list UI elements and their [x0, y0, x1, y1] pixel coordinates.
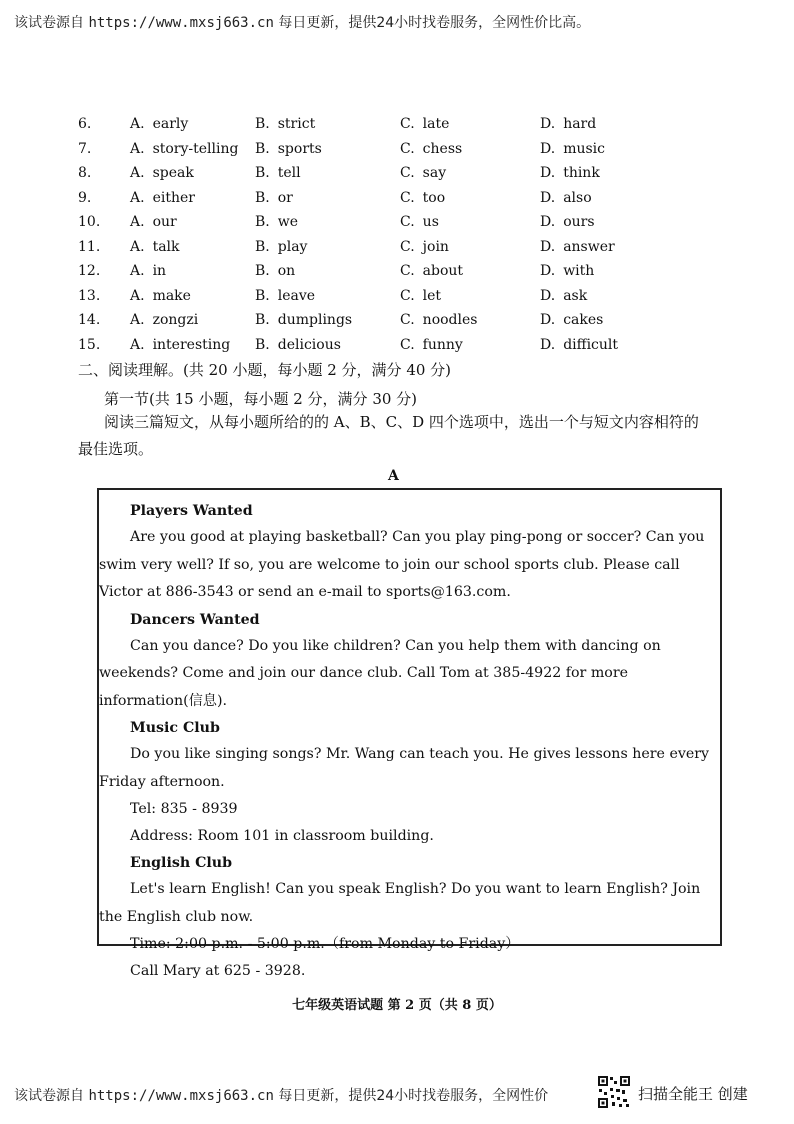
option-row	[78, 210, 718, 235]
header-suffix: 每日更新，提供24小时找卷服务，全网性价比高。	[273, 15, 591, 31]
players-text: Are you good at playing basketball? Can you play ping-pong or soccer? Can you swim very well? If so, you are welcome to join our school sports club. Please call Victor at 886-3543 or send an e-mail to sports@163.com.	[99, 529, 705, 600]
option-word: we	[277, 214, 299, 231]
option-word: let	[422, 287, 442, 304]
question-number: 6.	[78, 116, 92, 133]
option-b	[255, 337, 400, 353]
option-d	[540, 214, 660, 230]
option-letter: B.	[255, 336, 270, 353]
option-word: also	[563, 189, 592, 206]
option-word: our	[152, 214, 177, 231]
english-time: Time: 2:00 p.m. - 5:00 p.m.（from Monday to Friday）	[130, 936, 520, 952]
option-c	[400, 263, 540, 279]
option-letter: C.	[400, 189, 415, 206]
question-number: 12.	[78, 263, 101, 280]
option-word: ask	[563, 287, 588, 304]
option-word: say	[422, 165, 447, 182]
option-b	[255, 312, 400, 328]
option-a	[130, 141, 255, 157]
source-footer	[14, 1085, 548, 1105]
option-a	[130, 116, 255, 132]
option-word: answer	[563, 238, 615, 255]
question-number: 8.	[78, 165, 92, 182]
question-number: 13.	[78, 287, 101, 304]
source-header	[14, 12, 590, 32]
option-a	[130, 263, 255, 279]
question-number: 10.	[78, 214, 101, 231]
option-row	[78, 235, 718, 260]
option-letter: B.	[255, 238, 270, 255]
option-letter: D.	[540, 238, 556, 255]
option-a	[130, 214, 255, 230]
english-call: Call Mary at 625 - 3928.	[130, 963, 306, 979]
option-word: story-telling	[152, 140, 239, 157]
option-word: about	[422, 263, 464, 280]
footer-url[interactable]: https://www.mxsj663.cn	[88, 1088, 274, 1104]
option-word: zongzi	[152, 312, 199, 329]
option-word: either	[152, 189, 195, 206]
option-letter: B.	[255, 214, 270, 231]
option-c	[400, 239, 540, 255]
option-d	[540, 263, 660, 279]
section-title: 二、阅读理解。(共 20 小题，每小题 2 分，满分 40 分)	[78, 361, 452, 379]
page-number-footer: 七年级英语试题 第 2 页（共 8 页）	[292, 998, 502, 1013]
option-row	[78, 333, 718, 358]
section-subtitle: 第一节(共 15 小题，每小题 2 分，满分 30 分)	[104, 390, 418, 408]
option-word: early	[152, 116, 189, 133]
option-a	[130, 288, 255, 304]
question-number: 14.	[78, 312, 101, 329]
option-letter: B.	[255, 189, 270, 206]
option-letter: A.	[130, 116, 145, 133]
question-number: 11.	[78, 238, 101, 255]
option-letter: A.	[130, 336, 145, 353]
option-c	[400, 337, 540, 353]
option-word: too	[422, 189, 446, 206]
option-letter: D.	[540, 165, 556, 182]
option-b	[255, 214, 400, 230]
option-word: strict	[277, 116, 316, 133]
dancers-text: Can you dance? Do you like children? Can you help them with dancing on weekends? Come and join our dance club. Call Tom at 385-4922 for more information(信息).	[99, 637, 661, 709]
option-b	[255, 165, 400, 181]
option-word: on	[277, 263, 296, 280]
option-word: delicious	[277, 336, 341, 353]
option-letter: D.	[540, 263, 556, 280]
option-letter: B.	[255, 140, 270, 157]
option-row	[78, 112, 718, 137]
option-letter: D.	[540, 336, 556, 353]
option-word: chess	[422, 140, 463, 157]
option-row	[78, 259, 718, 284]
answer-options	[78, 112, 718, 357]
english-text: Let's learn English! Can you speak English? Do you want to learn English? Join the English club now.	[99, 881, 701, 925]
option-letter: B.	[255, 263, 270, 280]
option-word: music	[563, 140, 605, 157]
option-word: make	[152, 287, 191, 304]
question-number: 15.	[78, 336, 101, 353]
question-number: 9.	[78, 189, 92, 206]
option-row	[78, 186, 718, 211]
option-letter: C.	[400, 116, 415, 133]
option-word: in	[152, 263, 167, 280]
option-letter: A.	[130, 287, 145, 304]
option-d	[540, 288, 660, 304]
option-c	[400, 312, 540, 328]
scanner-label: 扫描全能王 创建	[638, 1085, 748, 1103]
option-row	[78, 137, 718, 162]
option-letter: C.	[400, 238, 415, 255]
option-letter: A.	[130, 263, 145, 280]
option-row	[78, 161, 718, 186]
option-letter: A.	[130, 214, 145, 231]
option-b	[255, 190, 400, 206]
option-b	[255, 288, 400, 304]
option-letter: C.	[400, 140, 415, 157]
header-prefix: 该试卷源自	[14, 15, 89, 31]
option-d	[540, 239, 660, 255]
option-letter: A.	[130, 312, 145, 329]
option-c	[400, 190, 540, 206]
dancers-title: Dancers Wanted	[130, 611, 260, 628]
option-a	[130, 337, 255, 353]
section-instruction: 阅读三篇短文，从每小题所给的的 A、B、C、D 四个选项中，选出一个与短文内容相符的最佳选项。	[78, 413, 699, 458]
option-word: tell	[277, 165, 301, 182]
music-address: Address: Room 101 in classroom building.	[130, 828, 434, 844]
option-letter: B.	[255, 287, 270, 304]
option-d	[540, 116, 660, 132]
option-letter: C.	[400, 214, 415, 231]
option-c	[400, 288, 540, 304]
option-letter: D.	[540, 312, 556, 329]
option-letter: A.	[130, 165, 145, 182]
option-b	[255, 116, 400, 132]
option-word: sports	[277, 140, 322, 157]
option-letter: B.	[255, 165, 270, 182]
option-word: think	[563, 165, 600, 182]
option-letter: D.	[540, 287, 556, 304]
option-letter: C.	[400, 336, 415, 353]
option-word: join	[422, 238, 449, 255]
option-c	[400, 214, 540, 230]
option-letter: A.	[130, 140, 145, 157]
option-word: play	[277, 238, 308, 255]
option-word: speak	[152, 165, 194, 182]
option-letter: D.	[540, 116, 556, 133]
option-d	[540, 165, 660, 181]
option-row	[78, 284, 718, 309]
music-text: Do you like singing songs? Mr. Wang can teach you. He gives lessons here every Friday afternoon.	[99, 746, 710, 790]
players-title: Players Wanted	[130, 503, 253, 519]
option-a	[130, 190, 255, 206]
qr-code-icon	[597, 1075, 631, 1109]
option-word: talk	[152, 238, 180, 255]
option-letter: C.	[400, 165, 415, 182]
option-letter: C.	[400, 312, 415, 329]
option-a	[130, 165, 255, 181]
option-letter: D.	[540, 214, 556, 231]
option-d	[540, 312, 660, 328]
option-word: late	[422, 116, 450, 133]
option-word: interesting	[152, 336, 231, 353]
option-word: dumplings	[277, 312, 353, 329]
option-d	[540, 141, 660, 157]
option-row	[78, 308, 718, 333]
passage-box	[97, 488, 722, 979]
header-url[interactable]: https://www.mxsj663.cn	[88, 15, 274, 31]
option-word: us	[422, 214, 439, 231]
music-tel: Tel: 835 - 8939	[130, 801, 238, 817]
footer-prefix: 该试卷源自	[14, 1088, 89, 1104]
option-word: with	[563, 263, 595, 280]
option-letter: A.	[130, 238, 145, 255]
option-a	[130, 239, 255, 255]
music-title: Music Club	[130, 720, 220, 736]
option-letter: B.	[255, 116, 270, 133]
option-b	[255, 263, 400, 279]
option-word: cakes	[563, 312, 604, 329]
option-letter: C.	[400, 263, 415, 280]
option-word: ours	[563, 214, 595, 231]
option-d	[540, 190, 660, 206]
option-letter: A.	[130, 189, 145, 206]
footer-suffix: 每日更新，提供24小时找卷服务，全网性价	[273, 1088, 549, 1104]
english-title: English Club	[130, 855, 232, 871]
option-word: or	[277, 189, 293, 206]
option-word: funny	[422, 336, 463, 353]
option-word: leave	[277, 287, 316, 304]
option-b	[255, 141, 400, 157]
option-c	[400, 116, 540, 132]
option-c	[400, 141, 540, 157]
question-number: 7.	[78, 140, 92, 157]
option-letter: C.	[400, 287, 415, 304]
option-letter: D.	[540, 189, 556, 206]
option-b	[255, 239, 400, 255]
option-c	[400, 165, 540, 181]
option-d	[540, 337, 660, 353]
option-word: difficult	[563, 336, 619, 353]
option-letter: D.	[540, 140, 556, 157]
option-word: hard	[563, 116, 597, 133]
option-a	[130, 312, 255, 328]
passage-label: A	[388, 468, 399, 484]
option-letter: B.	[255, 312, 270, 329]
option-word: noodles	[422, 312, 478, 329]
